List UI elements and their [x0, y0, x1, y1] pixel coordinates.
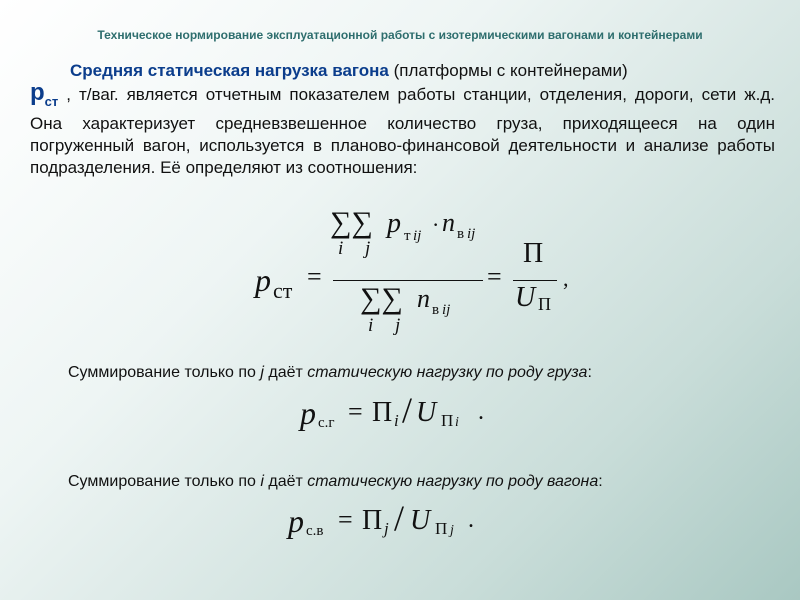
intro-paragraph	[30, 60, 775, 179]
paragraph-body: , т/ваг. является отчетным показателем работы станции, отделения, дороги, сети ж.д. Она характеризует средневзвешенное количество груза, приходящееся на один погруженный вагон, используется в планово-финансовой деятельности и анализе работы подразделения. Её определяют из соотношения:	[30, 85, 775, 177]
formula-wagon: p с.в = П j / U П j .	[288, 498, 474, 539]
slide-header: Техническое нормирование эксплуатационной работы с изотермическими вагонами и контейнерами	[97, 28, 703, 42]
label-sum-i: Суммирование только по i даёт статическую нагрузку по роду вагона:	[68, 473, 603, 490]
label-sum-j: Суммирование только по j даёт статическую нагрузку по роду груза:	[68, 364, 592, 381]
symbol-pct: $р_{ст}$	[30, 79, 59, 109]
formula-cargo: p с.г = П i / U П i .	[300, 390, 484, 431]
lead-term: Средняя статическая нагрузка вагона	[70, 61, 389, 80]
formula-main: ∑∑ i j p т ij · n в ij p ст = = ∑∑ i j n в ij П U П ,	[255, 206, 569, 336]
lead-rest: (платформы с контейнерами)	[388, 61, 628, 80]
